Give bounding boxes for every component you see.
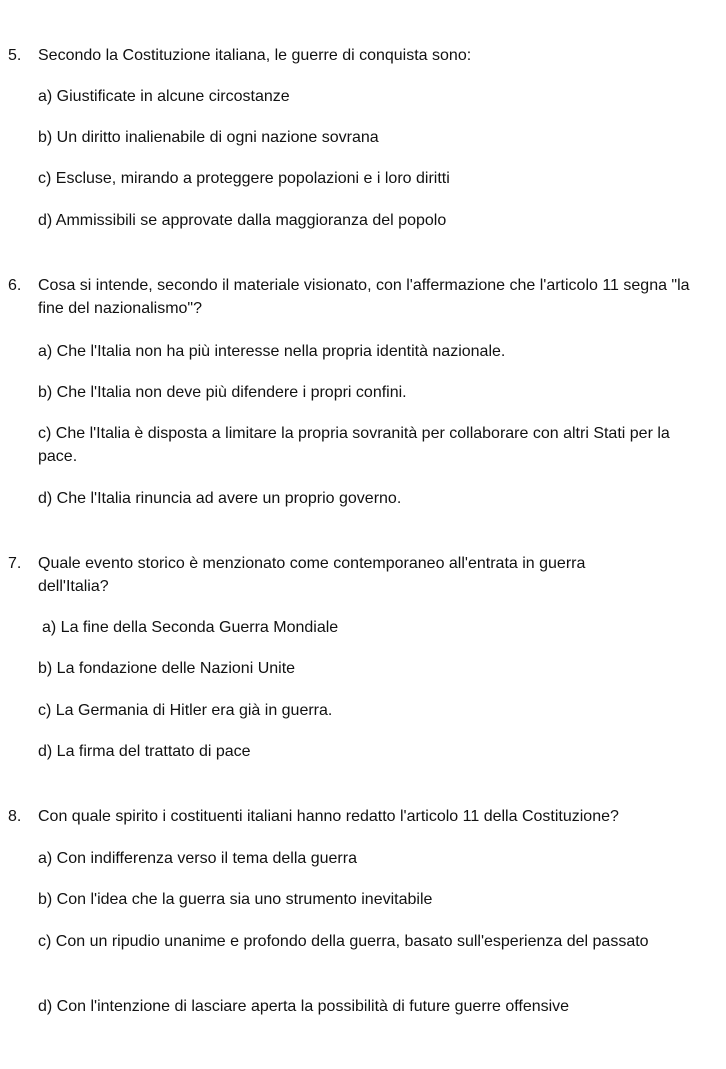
question-number: 5. <box>8 47 22 64</box>
option-7d: d) La firma del trattato di pace <box>38 743 251 760</box>
question-8 <box>8 805 723 828</box>
option-8b: b) Con l'idea che la guerra sia uno strumento inevitabile <box>38 891 433 908</box>
option-6c: c) Che l'Italia è disposta a limitare la propria sovranità per collaborare con altri Stati per la pace. <box>38 425 670 465</box>
option-8d: d) Con l'intenzione di lasciare aperta la possibilità di future guerre offensive <box>38 998 570 1015</box>
option-7c: c) La Germania di Hitler era già in guerra. <box>38 702 333 719</box>
option-6a: a) Che l'Italia non ha più interesse nella propria identità nazionale. <box>38 343 506 360</box>
option-5c: c) Escluse, mirando a proteggere popolazioni e i loro diritti <box>38 170 450 187</box>
question-text: Secondo la Costituzione italiana, le guerre di conquista sono: <box>38 47 472 64</box>
question-5 <box>8 44 708 67</box>
option-7b: b) La fondazione delle Nazioni Unite <box>38 660 296 677</box>
option-8c: c) Con un ripudio unanime e profondo della guerra, basato sull'esperienza del passato <box>38 933 649 950</box>
option-5b: b) Un diritto inalienabile di ogni nazione sovrana <box>38 129 379 146</box>
option-7a: a) La fine della Seconda Guerra Mondiale <box>42 619 339 636</box>
question-7 <box>8 552 708 598</box>
question-text: Cosa si intende, secondo il materiale visionato, con l'affermazione che l'articolo 11 segna "la fine del nazionalismo"? <box>38 277 690 317</box>
option-6b: b) Che l'Italia non deve più difendere i propri confini. <box>38 384 407 401</box>
option-5d: d) Ammissibili se approvate dalla maggioranza del popolo <box>38 212 447 229</box>
question-6 <box>8 274 708 320</box>
question-number: 7. <box>8 555 22 572</box>
question-text: Quale evento storico è menzionato come contemporaneo all'entrata in guerra dell'Italia? <box>38 555 586 595</box>
option-5a: a) Giustificate in alcune circostanze <box>38 88 290 105</box>
question-number: 8. <box>8 808 22 825</box>
question-text: Con quale spirito i costituenti italiani hanno redatto l'articolo 11 della Costituzione? <box>38 808 619 825</box>
question-number: 6. <box>8 277 22 294</box>
option-8a: a) Con indifferenza verso il tema della guerra <box>38 850 357 867</box>
option-6d: d) Che l'Italia rinuncia ad avere un proprio governo. <box>38 490 402 507</box>
